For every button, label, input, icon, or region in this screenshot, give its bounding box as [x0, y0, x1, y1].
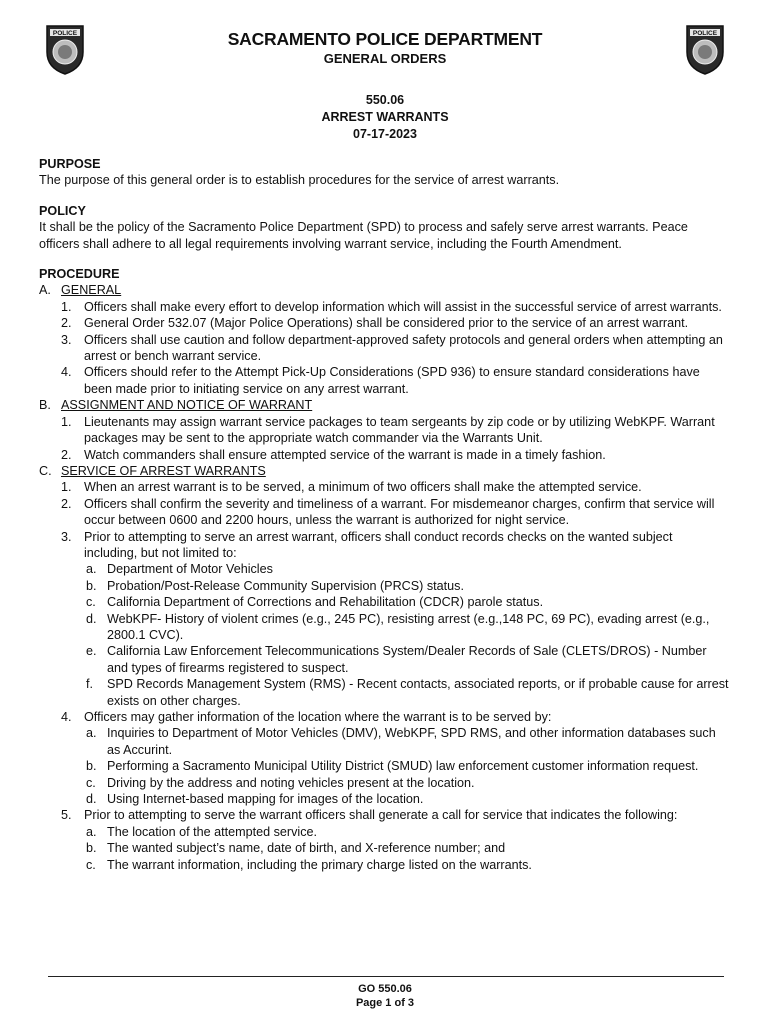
- sub-list-item: c. Driving by the address and noting vehicles present at the location.: [86, 775, 475, 790]
- section-letter: A.: [39, 283, 51, 298]
- section-title: SERVICE OF ARREST WARRANTS: [61, 463, 266, 478]
- document-body: [39, 156, 729, 873]
- list-item: 1. Officers shall make every effort to develop information which will assist in the successful service of arrest warrants.: [61, 299, 722, 314]
- order-date: 07-17-2023: [353, 127, 417, 141]
- sub-list-item: c. The warrant information, including the primary charge listed on the warrants.: [86, 857, 532, 872]
- list-item: 2. Officers shall confirm the severity and timeliness of a warrant. For misdemeanor charges, confirm that service will occur between 0600 and 2200 hours, unless the warrant is authorized for night service.: [61, 496, 715, 528]
- section-title: ASSIGNMENT AND NOTICE OF WARRANT: [61, 398, 313, 413]
- purpose-text: The purpose of this general order is to establish procedures for the service of arrest warrants.: [39, 173, 560, 188]
- section-assignment: [39, 397, 729, 413]
- order-number: 550.06: [365, 93, 405, 107]
- sub-list-item: b. The wanted subject’s name, date of birth, and X-reference number; and: [86, 841, 506, 856]
- sub-list-item: b. Performing a Sacramento Municipal Utility District (SMUD) law enforcement customer information request.: [86, 759, 699, 774]
- section-title: GENERAL: [61, 283, 122, 298]
- policy-text: It shall be the policy of the Sacramento Police Department (SPD) to process and safely serve arrest warrants. Peace officers shall adhere to all legal requirements involving warrant service, including the Fourth Amendment.: [39, 220, 688, 251]
- sub-list-item: a. Department of Motor Vehicles: [86, 562, 273, 577]
- sub-list-item: e. California Law Enforcement Telecommunications System/Dealer Records of Sale (CLETS/DROS) - Number and types of firearms registered to suspect.: [86, 644, 707, 675]
- list-item: 5. Prior to attempting to serve the warrant officers shall generate a call for service that indicates the following: a. The location of the attempted service. b. The wanted subject’s name, date of birth, and X-reference number; and c. The warrant information, including the primary charge listed on the warrants.: [39, 807, 729, 873]
- order-name: ARREST WARRANTS: [321, 110, 449, 124]
- svg-text:POLICE: POLICE: [52, 30, 78, 37]
- department-title: SACRAMENTO POLICE DEPARTMENT: [227, 29, 543, 49]
- section-letter: C.: [39, 463, 52, 478]
- sub-list-item: d. Using Internet-based mapping for images of the location.: [86, 792, 424, 807]
- sub-list-item: c. California Department of Corrections and Rehabilitation (CDCR) parole status.: [86, 595, 544, 610]
- footer-divider: [48, 976, 724, 977]
- purpose-heading: PURPOSE: [39, 157, 101, 171]
- list-item: 3. Prior to attempting to serve an arrest warrant, officers shall conduct records checks on the wanted subject including, but not limited to: a. Department of Motor Vehicles b. Probation/Post-Release Community Supervision (PRCS) status. c. California Department of Corrections and Rehabilitation (CDCR) parole status. d. WebKPF- History of violent crimes (e.g., 245 PC), resisting arrest (e.g.,148 PC, 69 PC), evading arrest (e.g., 2800.1 CVC). e. California Law Enforcement Telecommunications System/Dealer Records of Sale (CLETS/DROS) - Number and types of firearms registered to suspect. f. SPD Records Management System (RMS) - Recent contacts, associated reports, or if probable cause for arrest exists on other charges.: [61, 529, 729, 708]
- list-item: 2. General Order 532.07 (Major Police Operations) shall be considered prior to the service of an arrest warrant.: [61, 316, 689, 331]
- list-item: 4. Officers may gather information of the location where the warrant is to be served by: a. Inquiries to Department of Motor Vehicles (DMV), WebKPF, SPD RMS, and other information databases such as Accurint. b. Performing a Sacramento Municipal Utility District (SMUD) law enforcement customer information request. c. Driving by the address and noting vehicles present at the location. d. Using Internet-based mapping for images of the location.: [39, 709, 729, 807]
- section-service: [39, 463, 729, 479]
- section-letter: B.: [39, 398, 51, 413]
- section-general: [39, 282, 729, 298]
- list-item: 4. Officers should refer to the Attempt Pick-Up Considerations (SPD 936) to ensure standard considerations have been made prior to initiating service on any arrest warrant.: [61, 365, 700, 396]
- list-item: 3. Officers shall use caution and follow department-approved safety protocols and general orders when attempting an arrest or bench warrant service.: [61, 332, 723, 364]
- sub-list-item: b. Probation/Post-Release Community Supervision (PRCS) status.: [86, 578, 464, 593]
- sub-list-item: f. SPD Records Management System (RMS) - Recent contacts, associated reports, or if probable cause for arrest exists on other charges.: [86, 677, 729, 708]
- document-subtitle: GENERAL ORDERS: [323, 51, 447, 66]
- footer-page-number: Page 1 of 3: [355, 997, 415, 1009]
- policy-heading: POLICY: [39, 203, 86, 218]
- procedure-heading: PROCEDURE: [39, 267, 120, 282]
- footer-doc-id: GO 550.06: [358, 983, 412, 995]
- sub-list-item: d. WebKPF- History of violent crimes (e.g., 245 PC), resisting arrest (e.g.,148 PC, 69 PC), evading arrest (e.g., 2800.1 CVC).: [86, 611, 710, 642]
- svg-text:POLICE: POLICE: [692, 30, 718, 37]
- sub-list-item: a. The location of the attempted service.: [86, 824, 318, 839]
- list-item: 1. When an arrest warrant is to be served, a minimum of two officers shall make the attempted service.: [61, 480, 642, 495]
- list-item: 1. Lieutenants may assign warrant service packages to team sergeants by zip code or by utilizing WebKPF. Warrant packages may be sent to the appropriate watch commander via the Warrants Unit.: [61, 414, 715, 446]
- procedure-sections: [39, 282, 729, 873]
- list-item: 2. Watch commanders shall ensure attempted service of the warrant is made in a timely fashion.: [61, 447, 606, 462]
- sub-list-item: a. Inquiries to Department of Motor Vehicles (DMV), WebKPF, SPD RMS, and other information databases such as Accurint.: [86, 726, 716, 757]
